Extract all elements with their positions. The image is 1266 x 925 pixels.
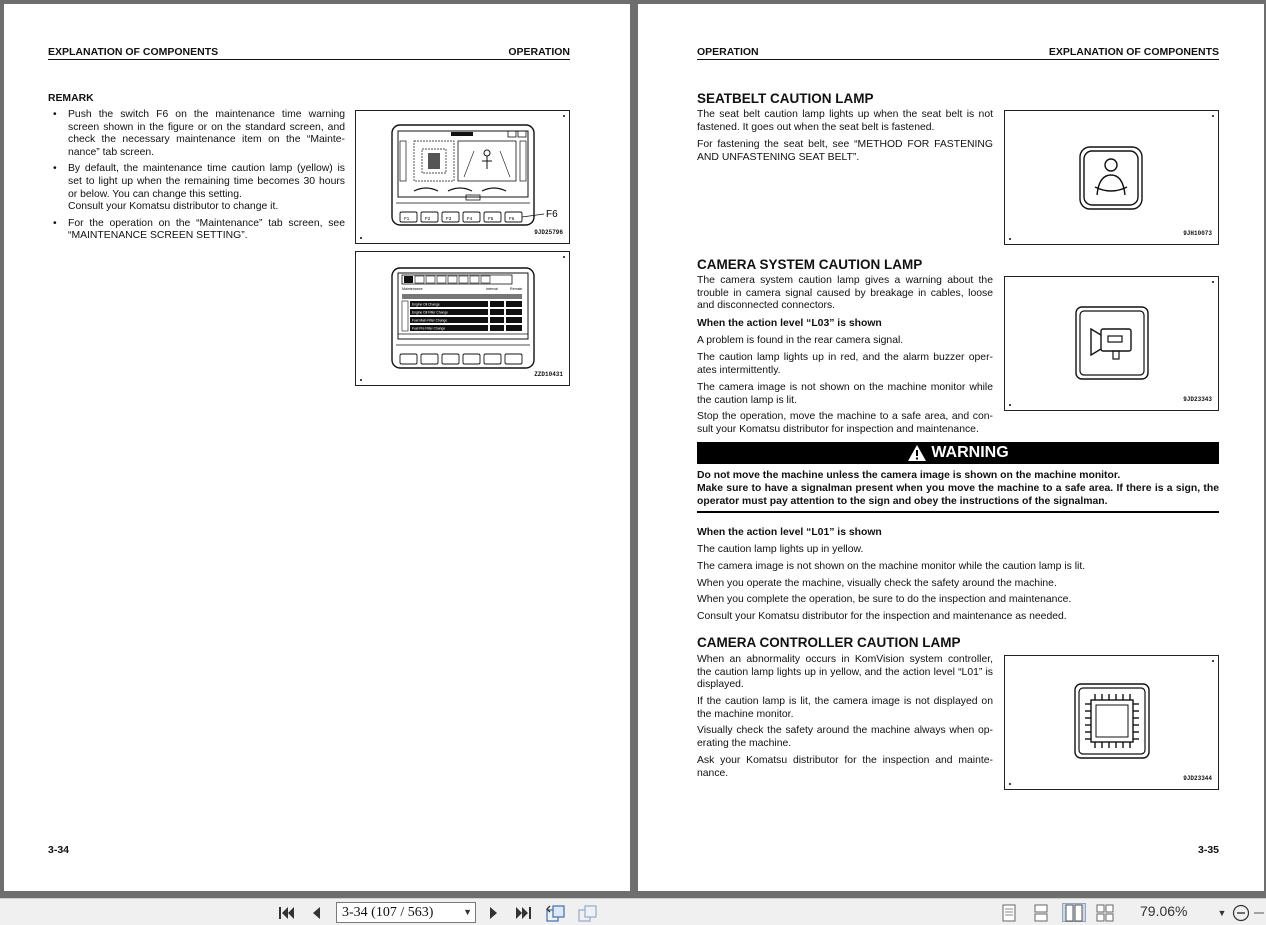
figure-camera-lamp bbox=[1004, 276, 1219, 411]
section-title-camera-controller: CAMERA CONTROLLER CAUTION LAMP bbox=[697, 635, 961, 650]
key-label: F5 bbox=[488, 216, 494, 221]
maint-row-label: Engine Oil Change bbox=[412, 302, 440, 307]
page-number: 3-34 bbox=[48, 844, 70, 856]
l01-p5: Consult your Komatsu distributor for the inspection and maintenance as needed. bbox=[697, 611, 1067, 622]
column-header: Interval bbox=[486, 287, 498, 291]
controller-p4: Ask your Komatsu distributor for the inspection and mainte- nance. bbox=[697, 755, 993, 779]
l01-p2: The camera image is not shown on the machine monitor while the caution lamp is lit. bbox=[697, 561, 1086, 572]
zoom-out-icon bbox=[1232, 904, 1250, 922]
key-label: F3 bbox=[446, 216, 452, 221]
seatbelt-icon bbox=[1005, 111, 1218, 244]
zoom-level[interactable]: 79.06% bbox=[1140, 903, 1188, 919]
maint-row-label: Fuel Pre Filter Change bbox=[412, 326, 446, 331]
figure-callout-f6: F6 bbox=[546, 209, 558, 220]
seatbelt-p1: The seat belt caution lamp lights up when the seat belt is not fastened. It goes out when the seat belt is fastened. bbox=[697, 109, 993, 133]
header-chapter-title: OPERATION bbox=[697, 46, 759, 58]
camera-l03-heading: When the action level “L03” is shown bbox=[697, 318, 882, 329]
next-page-icon bbox=[488, 905, 500, 921]
warning-triangle-icon bbox=[907, 444, 927, 462]
continuous-view-button[interactable] bbox=[1030, 903, 1052, 922]
two-page-continuous-view-button[interactable] bbox=[1094, 903, 1116, 922]
page-select[interactable] bbox=[336, 902, 476, 923]
l01-p1: The caution lamp lights up in yellow. bbox=[697, 544, 864, 555]
header-rule bbox=[48, 59, 570, 60]
header-chapter-title: OPERATION bbox=[508, 46, 570, 58]
forward-view-icon bbox=[577, 904, 599, 922]
first-page-button[interactable] bbox=[276, 903, 298, 922]
figure-code: 9JD23343 bbox=[1183, 396, 1212, 403]
key-label: F4 bbox=[467, 216, 473, 221]
two-page-icon bbox=[1065, 904, 1083, 922]
next-page-button[interactable] bbox=[484, 903, 504, 922]
slider-track-icon bbox=[1254, 911, 1264, 915]
continuous-page-icon bbox=[1033, 904, 1049, 922]
warning-line2: Make sure to have a signalman present when you move the machine to a safe area. If there is a sign, the operator must pay attention to the sign and obey the instructions of the signalman. bbox=[697, 483, 1219, 507]
figure-code: ZZD10431 bbox=[534, 371, 563, 378]
zoom-dropdown-button[interactable] bbox=[1216, 903, 1228, 922]
camera-l03-p2: The caution lamp lights up in red, and the alarm buzzer oper- ates intermittently. bbox=[697, 352, 993, 376]
column-header: Maintenance bbox=[402, 287, 423, 291]
maint-row-label: Engine Oil Filter Change bbox=[412, 310, 448, 315]
warning-line1: Do not move the machine unless the camera image is shown on the machine monitor. bbox=[697, 470, 1121, 481]
camera-l03-p1: A problem is found in the rear camera signal. bbox=[697, 335, 904, 346]
l01-heading: When the action level “L01” is shown bbox=[697, 527, 882, 538]
maintenance-screen-illustration bbox=[356, 252, 569, 385]
viewer-toolbar bbox=[0, 898, 1266, 925]
figure-maintenance-tab-screen bbox=[355, 251, 570, 386]
figure-seatbelt-lamp bbox=[1004, 110, 1219, 245]
remark-item: • Push the switch F6 on the maintenance time warning screen shown in the figure or on the standard screen, and check the necessary maintenance item on the “Mainte- nance” tab screen. bbox=[48, 109, 345, 159]
remark-item: • For the operation on the “Maintenance” tab screen, see “MAINTENANCE SCREEN SETTING”. bbox=[48, 218, 345, 243]
chip-icon bbox=[1005, 656, 1218, 789]
two-page-view-button[interactable] bbox=[1062, 903, 1086, 922]
remark-list bbox=[48, 109, 345, 247]
page-right bbox=[638, 4, 1264, 891]
figure-code: 9JH10073 bbox=[1183, 230, 1212, 237]
key-label: F6 bbox=[509, 216, 515, 221]
l01-p4: When you complete the operation, be sure to do the inspection and maintenance. bbox=[697, 594, 1072, 605]
l01-p3: When you operate the machine, visually check the safety around the machine. bbox=[697, 578, 1057, 589]
column-header: Remain bbox=[510, 287, 523, 291]
controller-p2: If the caution lamp is lit, the camera image is not displayed on the machine monitor. bbox=[697, 696, 993, 720]
back-view-icon bbox=[545, 904, 567, 922]
section-title-camera-system: CAMERA SYSTEM CAUTION LAMP bbox=[697, 257, 923, 272]
last-page-icon bbox=[514, 905, 532, 921]
header-section-title: EXPLANATION OF COMPONENTS bbox=[1048, 46, 1219, 58]
figure-monitor-standard-screen bbox=[355, 110, 570, 244]
figure-controller-lamp bbox=[1004, 655, 1219, 790]
header-rule bbox=[697, 59, 1219, 60]
camera-l03-p4: Stop the operation, move the machine to a safe area, and con- sult your Komatsu distributor for inspection and maintenance. bbox=[697, 411, 993, 435]
warning-label: WARNING bbox=[931, 444, 1009, 461]
zoom-out-button[interactable] bbox=[1231, 903, 1251, 922]
seatbelt-p2: For fastening the seat belt, see “METHOD FOR FASTENING AND UNFASTENING SEAT BELT”. bbox=[697, 139, 993, 163]
camera-icon bbox=[1005, 277, 1218, 410]
header-section-title: EXPLANATION OF COMPONENTS bbox=[48, 46, 219, 58]
warning-bottom-rule bbox=[697, 511, 1219, 513]
two-page-continuous-icon bbox=[1096, 904, 1114, 922]
go-back-view-button[interactable] bbox=[544, 903, 568, 922]
remark-item: • By default, the maintenance time caution lamp (yellow) is set to light up when the remaining time becomes 30 hours or below. You can change this setting. Consult your Komatsu distributor to change it. bbox=[48, 163, 345, 213]
page-left bbox=[4, 4, 630, 891]
key-label: F2 bbox=[425, 216, 431, 221]
previous-page-icon bbox=[310, 905, 322, 921]
controller-p1: When an abnormality occurs in KomVision system controller, the caution lamp lights up in yellow, and the action level “L01” is displayed. bbox=[697, 654, 993, 691]
single-page-icon bbox=[1001, 904, 1017, 922]
last-page-button[interactable] bbox=[512, 903, 534, 922]
maint-row-label: Fuel Main Filter Change bbox=[412, 318, 448, 323]
remark-item-extra: Consult your Komatsu distributor to change it. bbox=[68, 201, 279, 213]
camera-l03-p3: The camera image is not shown on the machine monitor while the caution lamp is lit. bbox=[697, 382, 993, 406]
single-page-view-button[interactable] bbox=[998, 903, 1020, 922]
go-forward-view-button[interactable] bbox=[576, 903, 600, 922]
zoom-slider-start[interactable] bbox=[1254, 903, 1264, 922]
previous-page-button[interactable] bbox=[306, 903, 326, 922]
chevron-down-icon: ▼ bbox=[463, 907, 472, 917]
monitor-illustration bbox=[356, 111, 569, 243]
camera-p1: The camera system caution lamp gives a warning about the trouble in camera signal caused by breakage in cables, loose and disconnected connectors. bbox=[697, 275, 993, 312]
figure-code: 9JD23344 bbox=[1183, 775, 1212, 782]
figure-code: 9JD25796 bbox=[534, 229, 563, 236]
page-select-value: 3-34 (107 / 563) bbox=[342, 905, 434, 920]
first-page-icon bbox=[278, 905, 296, 921]
controller-p3: Visually check the safety around the machine always when op- erating the machine. bbox=[697, 725, 993, 749]
chevron-down-icon: ▼ bbox=[1217, 907, 1227, 918]
page-number: 3-35 bbox=[1197, 844, 1219, 856]
key-label: F1 bbox=[404, 216, 410, 221]
remark-title: REMARK bbox=[48, 93, 94, 104]
warning-banner bbox=[697, 442, 1219, 464]
section-title-seatbelt: SEATBELT CAUTION LAMP bbox=[697, 91, 874, 106]
